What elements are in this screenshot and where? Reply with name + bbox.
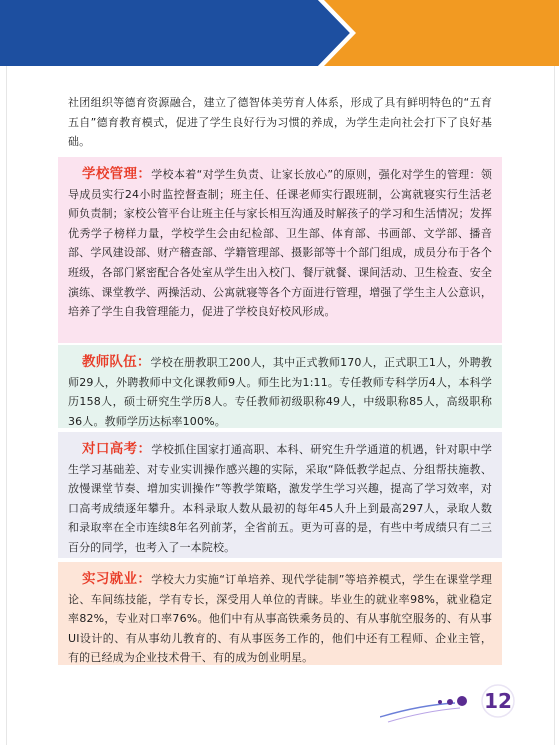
- header-banner: [0, 0, 559, 66]
- section-body: 学校本着“对学生负责、让家长放心”的原则，强化对学生的管理：领导成员实行24小时监控督查制；班主任、任课老师实行跟班制，公寓就寝实行生活老师负责制；家校公管平台让班主任与家长相互沟通及时解孩子的学习和生活情况；发挥优秀学子榜样力量，学校学生会由纪检部、卫生部、体育部、书画部、文学部、播音部、学风建设部、财产稽查部、学籍管理部、摄影部等十个部门组成，成员分布于各个班级，各部门紧密配合各处室从学生出入校门、餐厅就餐、课间活动、卫生检查、安全演练、课堂教学、两操活动、公寓就寝等各个方面进行管理，增强了学生主人公意识，培养了学生自我管理能力，促进了学校良好校风形成。: [68, 168, 493, 319]
- section-body: 学校大力实施“订单培养、现代学徒制”等培养模式，学生在课堂学理论、车间练技能，学有专长，深受用人单位的青睐。毕业生的就业率98%，就业稳定率82%，专业对口率76%。他们中有从事高铁乘务员的、有从事航空服务的、有从事UI设计的、有从事幼儿教育的、有从事医务工作的，他们中还有工程师、企业主管，有的已经成为企业技术骨干、有的成为创业明星。: [68, 573, 493, 665]
- header-blue-band: [0, 0, 350, 66]
- section-teaching-staff: [58, 345, 502, 428]
- section-body: 学校在册教职工200人，其中正式教师170人，正式职工1人，外聘教师29人，外聘教师中文化课教师9人。师生比为1:11。专任教师专科学历4人，本科学历158人，硕士研究生学历8人。专任教师初级职称49人，中级职称85人，高级职称36人。教师学历达标率100%。: [68, 356, 492, 428]
- section-heading: 学校管理：: [82, 166, 152, 182]
- section-internship-employment: [58, 562, 502, 665]
- header-orange-band: [322, 0, 559, 66]
- footer-decoration: [380, 675, 520, 725]
- section-college-entrance: [58, 432, 502, 558]
- section-heading: 教师队伍：: [82, 354, 151, 370]
- intro-text: 社团组织等德育资源融合，建立了德智体美劳育人体系，形成了具有鲜明特色的“五育五自”德育教育模式，促进了学生良好行为习惯的养成，为学生走向社会打下了良好基础。: [68, 96, 492, 149]
- section-heading: 实习就业：: [82, 571, 152, 587]
- section-school-management: [58, 157, 502, 343]
- intro-paragraph: [58, 93, 502, 152]
- page-number: 12: [484, 689, 512, 713]
- section-heading: 对口高考：: [82, 441, 152, 457]
- section-body: 学校抓住国家打通高职、本科、研究生升学通道的机遇，针对职中学生学习基础差、对专业实训操作感兴趣的实际，采取“降低教学起点、分组帮扶施教、放慢课堂节奏、增加实训操作”等教学策略，激发学生学习兴趣，提高了学习效率，对口高考成绩逐年攀升。本科录取人数从最初的每年45人升上到最高297人，录取人数和录取率在全市连续8年名列前茅，全省前五。更为可喜的是，有些中考成绩只有二三百分的同学，也考入了一本院校。: [68, 443, 493, 554]
